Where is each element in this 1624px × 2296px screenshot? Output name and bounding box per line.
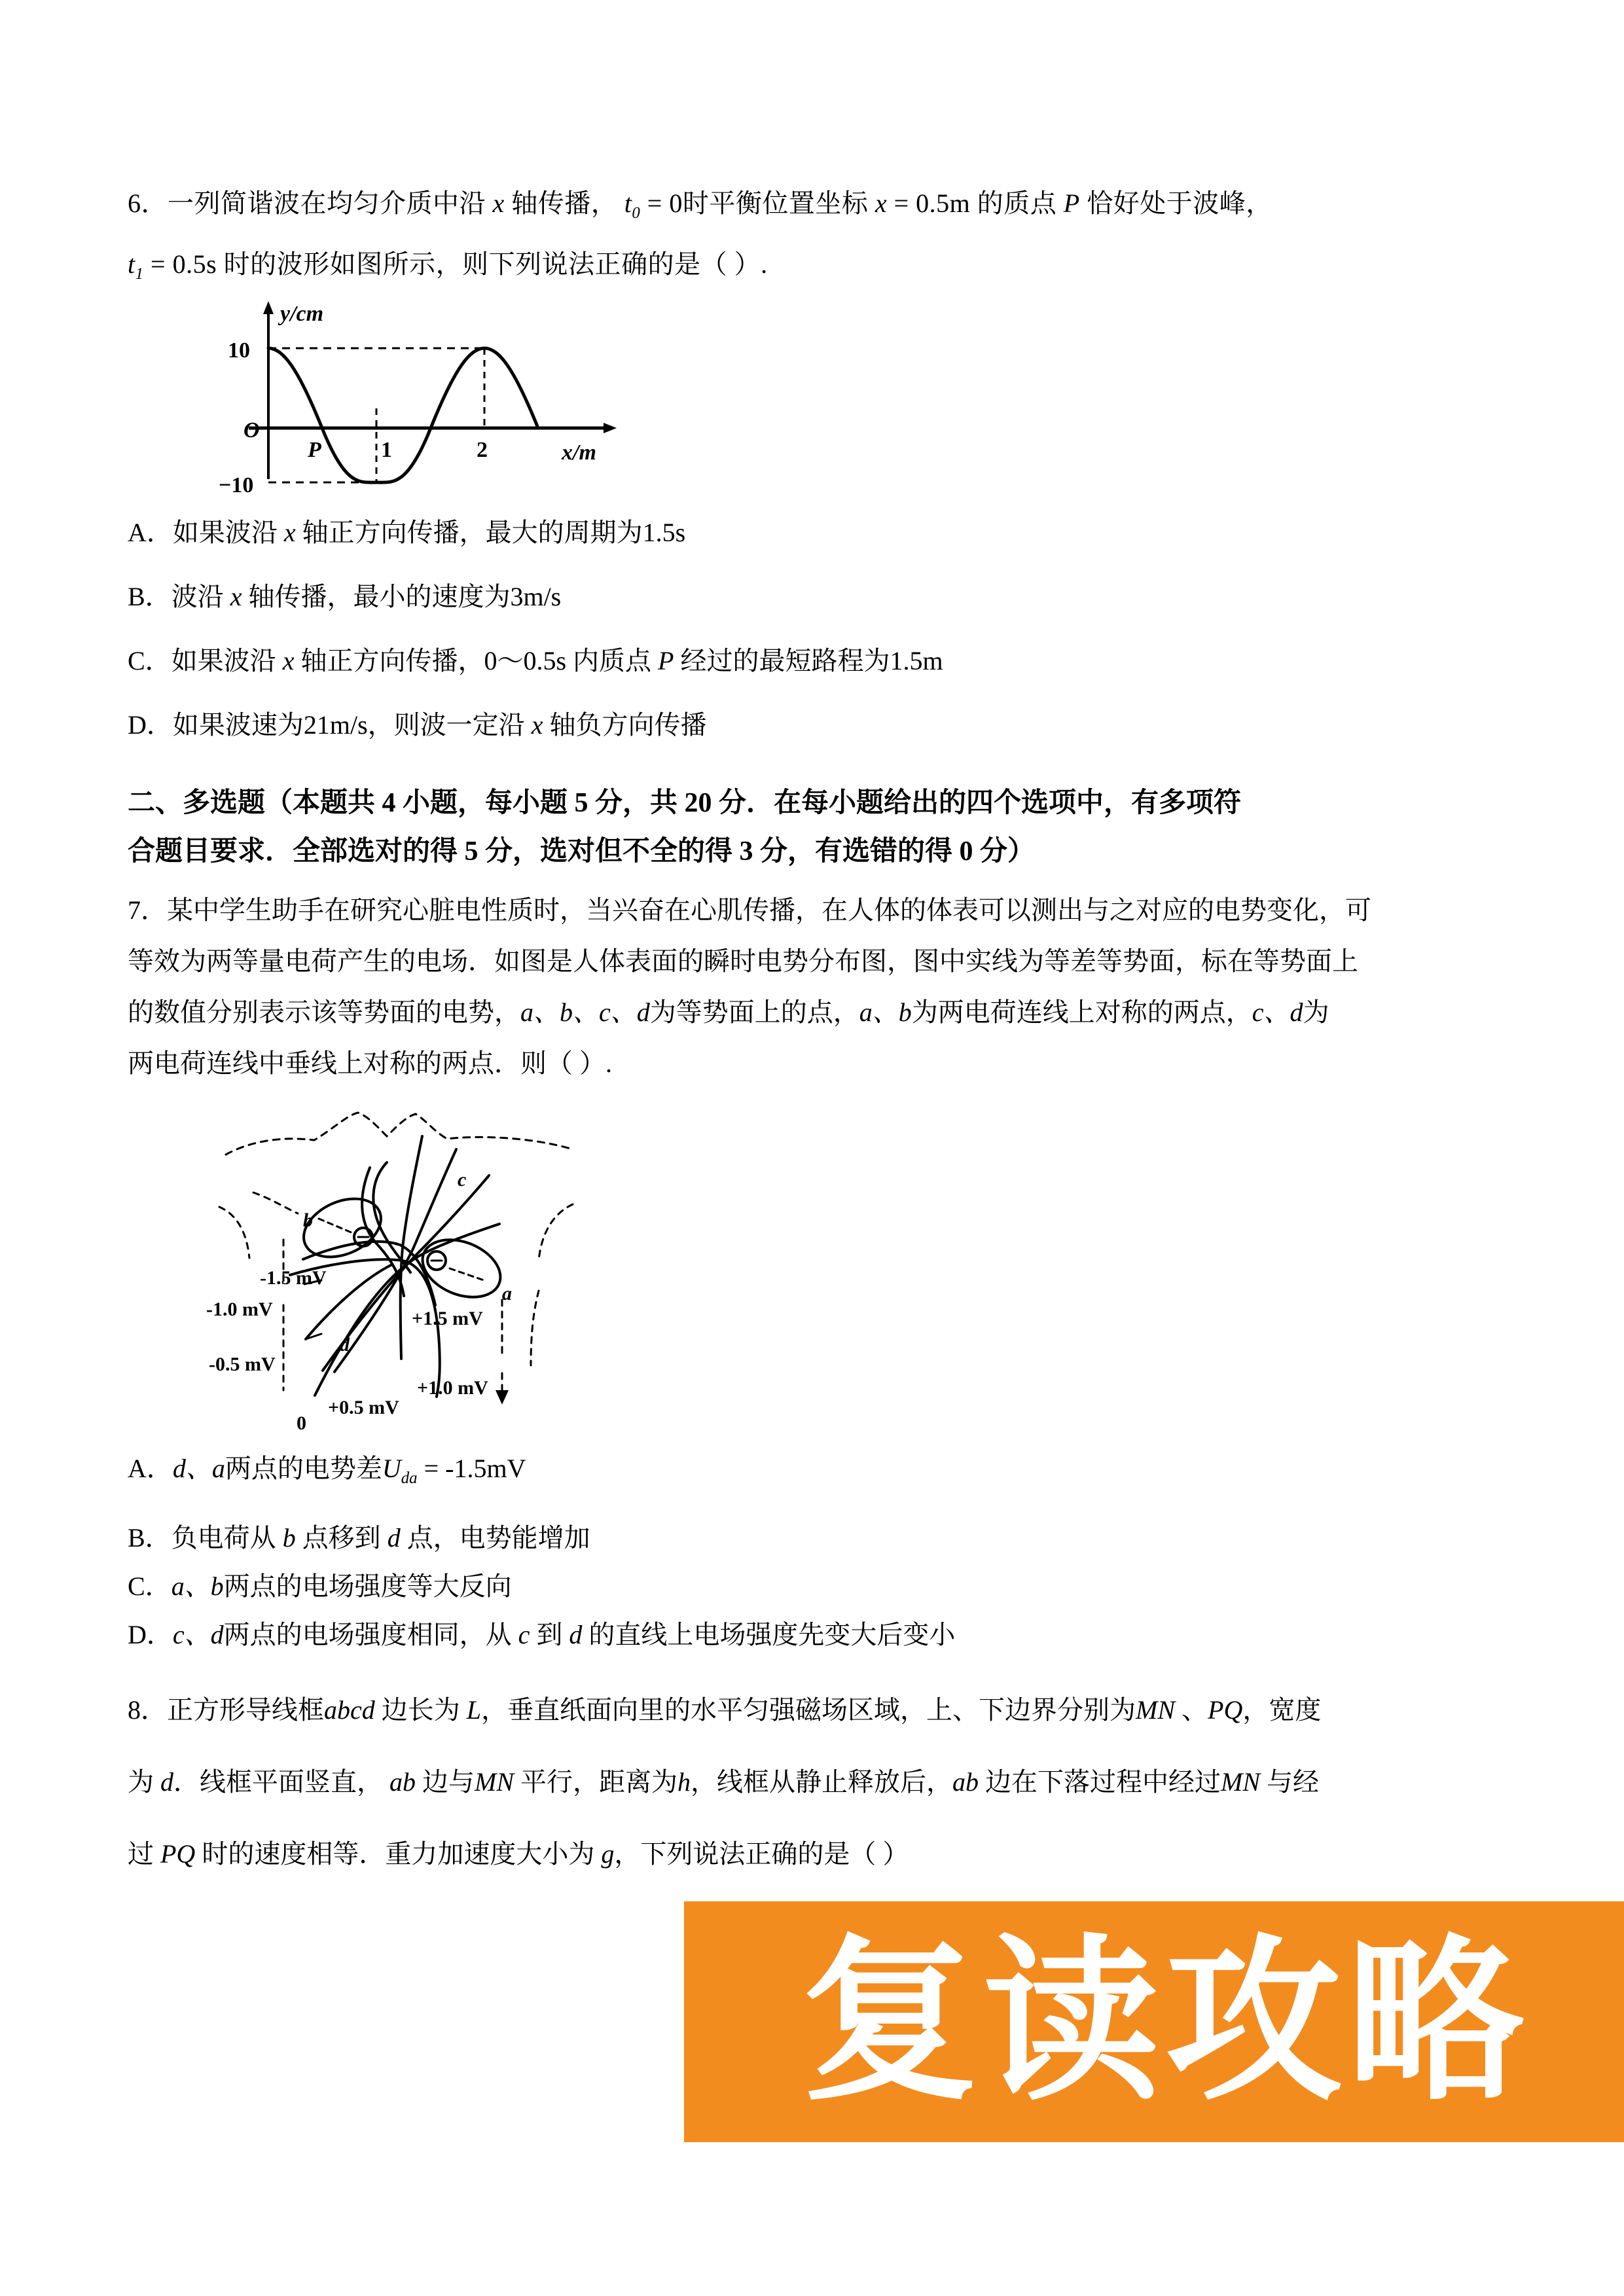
q8-l1-v4: PQ bbox=[1208, 1695, 1243, 1725]
torso-outline bbox=[226, 1113, 573, 1155]
potential-label-neg05: -0.5 mV bbox=[209, 1354, 276, 1376]
xtick-label-P: P bbox=[308, 438, 321, 463]
question-8-line-1 bbox=[128, 1674, 1528, 1746]
q7-opt-b-pre: 负电荷从 bbox=[171, 1522, 276, 1552]
potential-label-pos05: +0.5 mV bbox=[328, 1397, 399, 1419]
q8-l1-v3: MN bbox=[1136, 1695, 1176, 1725]
origin-label: O bbox=[244, 418, 260, 443]
q6-var-x2: x bbox=[875, 188, 888, 218]
q7-l3-vars2: a、b bbox=[859, 997, 912, 1028]
q6-opt-a-var: x bbox=[283, 518, 296, 548]
q6-opt-c-post: 经过的最短路程为1.5m bbox=[680, 646, 943, 676]
xtick-label-1: 1 bbox=[381, 438, 392, 463]
q7-opt-d-post: 的直线上电场强度先变大后变小 bbox=[588, 1619, 956, 1649]
q6-opt-b-pre: 波沿 bbox=[171, 582, 224, 612]
q6-eq-x: = 0.5m bbox=[887, 188, 971, 218]
q6-eq1: = 0.5s bbox=[143, 249, 217, 279]
equipotential-curve-1 bbox=[373, 1162, 410, 1272]
q7-opt-a-label: A． bbox=[128, 1454, 173, 1484]
q6-seg4: 的质点 bbox=[977, 188, 1057, 218]
q6-opt-a-label: A． bbox=[128, 518, 173, 548]
question-6-option-a bbox=[128, 520, 1528, 546]
question-6-option-c bbox=[128, 648, 1528, 674]
section-2-heading-line-2: 合题目要求．全部选对的得 5 分，选对但不全的得 3 分，有选错的得 0 分） bbox=[128, 836, 1036, 867]
x-axis-arrow bbox=[604, 423, 617, 433]
waveform-svg bbox=[203, 297, 635, 493]
point-label-b: b bbox=[303, 1210, 313, 1232]
q7-opt-d-mid2: 到 bbox=[536, 1619, 563, 1649]
q7-opt-d-label: D． bbox=[128, 1619, 173, 1649]
dashed-arc-right-2 bbox=[531, 1291, 539, 1365]
dashed-arc-left-1 bbox=[219, 1207, 249, 1258]
question-6-option-d bbox=[128, 712, 1528, 738]
q7-l3-pre: 的数值分别表示该等势面的电势， bbox=[128, 997, 520, 1028]
q8-l2-mid4: ，线框从静止释放后， bbox=[691, 1767, 952, 1797]
watermark-banner bbox=[684, 1901, 1624, 2142]
q8-l2-v3: MN bbox=[475, 1767, 514, 1797]
q7-opt-d-mid: 两点的电场强度相同，从 bbox=[223, 1619, 512, 1649]
q7-l3-vars1: a、b、c、d bbox=[520, 997, 650, 1028]
question-8-line-3 bbox=[128, 1818, 1528, 1890]
q8-l2-v5: ab bbox=[952, 1767, 979, 1797]
q7-opt-a-U-sub: da bbox=[401, 1469, 418, 1488]
q8-l2-mid5: 边在下落过程中经过 bbox=[985, 1767, 1221, 1797]
q6-opt-b-mid: 轴传播，最小的速度为3m/s bbox=[248, 582, 562, 612]
question-7-body-line-2: 等效为两等量电荷产生的电场．如图是人体表面的瞬时电势分布图，图中实线为等差等势面，标在等势面上 bbox=[128, 946, 1358, 977]
q8-l2-pre: 为 bbox=[128, 1767, 154, 1797]
q8-l1-end: ，宽度 bbox=[1242, 1695, 1322, 1725]
potential-label-zero: 0 bbox=[297, 1412, 306, 1435]
xtick-label-2: 2 bbox=[477, 438, 488, 463]
waveform-figure bbox=[203, 297, 635, 493]
q6-opt-b-var: x bbox=[230, 582, 242, 612]
q6-var-t0: t bbox=[624, 188, 632, 218]
q6-opt-d-label: D． bbox=[128, 710, 173, 740]
dashed-arc-right-1 bbox=[539, 1204, 573, 1261]
q8-l2-mid2: 边与 bbox=[422, 1767, 475, 1797]
q8-l2-v4: h bbox=[677, 1767, 691, 1797]
potential-label-pos10: +1.0 mV bbox=[417, 1377, 488, 1399]
equipotential-figure bbox=[206, 1109, 599, 1436]
q6-opt-c-pre: 如果波沿 bbox=[171, 646, 276, 676]
watermark-text: 复读攻略 bbox=[801, 1918, 1529, 2125]
potential-label-pos15: +1.5 mV bbox=[412, 1308, 483, 1330]
q6-seg2: 轴传播， bbox=[511, 188, 618, 218]
potential-label-neg10: -1.0 mV bbox=[206, 1299, 273, 1321]
section-2-heading-line-1: 二、多选题（本题共 4 小题，每小题 5 分，共 20 分．在每小题给出的四个选项中，有多项符 bbox=[128, 788, 1242, 819]
q6-opt-a-mid: 轴正方向传播，最大的周期为1.5s bbox=[302, 518, 686, 548]
potential-label-neg15: -1.5 mV bbox=[260, 1267, 327, 1289]
question-7-body-line-1: 7．某中学生助手在研究心脏电性质时，当兴奋在心肌传播，在人体的体表可以测出与之对应的电势变化，可 bbox=[128, 895, 1371, 925]
q7-opt-c-label: C． bbox=[128, 1571, 171, 1601]
leader-arrow-right bbox=[496, 1390, 509, 1405]
q7-opt-d-v3: d bbox=[569, 1619, 583, 1649]
q8-l2-v2: ab bbox=[389, 1767, 416, 1797]
y-axis-title: y/cm bbox=[280, 302, 324, 327]
q8-l2-mid3: 平行，距离为 bbox=[520, 1767, 677, 1797]
question-6-line-1 bbox=[128, 190, 1528, 222]
q7-opt-b-v2: d bbox=[387, 1522, 401, 1552]
charge-axis-right bbox=[450, 1268, 484, 1280]
question-8 bbox=[128, 1674, 1528, 1890]
question-7 bbox=[128, 885, 1528, 1648]
q8-l2-mid: ．线框平面竖直， bbox=[173, 1767, 383, 1797]
q7-opt-a-post: = -1.5mV bbox=[417, 1454, 526, 1484]
q6-opt-c-label: C． bbox=[128, 646, 171, 676]
charge-axis-left bbox=[319, 1219, 353, 1233]
question-7-option-b bbox=[128, 1522, 1528, 1552]
q7-opt-d-v2: c bbox=[518, 1619, 530, 1649]
q6-var-P: P bbox=[1063, 188, 1080, 218]
q6-opt-c-var: x bbox=[282, 646, 295, 676]
question-7-body-line-3 bbox=[128, 987, 1528, 1038]
q7-opt-d-v1: c、d bbox=[172, 1619, 224, 1649]
q7-opt-b-post: 点，电势能增加 bbox=[406, 1522, 590, 1552]
q6-seg1: 一列简谐波在均匀介质中沿 bbox=[168, 188, 486, 218]
q6-seg5: 恰好处于波峰， bbox=[1087, 188, 1272, 218]
q6-seg6: 时的波形如图所示，则下列说法正确的是（ ）. bbox=[223, 249, 768, 279]
q6-opt-c-mid: 轴正方向传播，0～0.5s 内质点 bbox=[300, 646, 652, 676]
question-7-option-d bbox=[128, 1619, 1528, 1649]
q8-l1-pre: 8．正方形导线框 bbox=[128, 1695, 324, 1725]
q8-l2-v1: d bbox=[160, 1767, 173, 1797]
question-6-option-b bbox=[128, 584, 1528, 610]
x-axis-title: x/m bbox=[562, 440, 596, 465]
point-label-d: d bbox=[340, 1334, 350, 1356]
q8-l2-end: 与经 bbox=[1267, 1767, 1319, 1797]
q8-l1-mid2: ，垂直纸面向里的水平匀强磁场区域，上、下边界分别为 bbox=[481, 1695, 1136, 1725]
question-7-option-c bbox=[128, 1573, 1528, 1600]
q6-var-x: x bbox=[492, 188, 505, 218]
q7-l3-mid2: 为两电荷连线上对称的两点， bbox=[911, 997, 1252, 1028]
equipotential-svg bbox=[206, 1109, 599, 1436]
question-6-line-2 bbox=[128, 251, 1528, 283]
q6-var-t1: t bbox=[128, 249, 135, 279]
q6-opt-c-var2: P bbox=[658, 646, 674, 676]
q7-opt-c-mid: 两点的电场强度等大反向 bbox=[223, 1571, 512, 1601]
q7-l3-mid: 为等势面上的点， bbox=[649, 997, 859, 1028]
waveform-curve bbox=[268, 348, 538, 482]
q6-opt-a-pre: 如果波沿 bbox=[172, 518, 278, 548]
question-8-line-2 bbox=[128, 1746, 1528, 1818]
q7-opt-b-v1: b bbox=[282, 1522, 296, 1552]
q8-l1-v2: L bbox=[466, 1695, 482, 1725]
q6-eq0: = 0 bbox=[640, 188, 683, 218]
y-axis-arrow bbox=[263, 301, 274, 314]
q7-opt-c-v1: a、b bbox=[171, 1571, 224, 1601]
q8-l2-v6: MN bbox=[1221, 1767, 1260, 1797]
q8-l3-v2: g bbox=[601, 1839, 615, 1869]
q8-l1-mid3: 、 bbox=[1182, 1695, 1208, 1725]
section-2-heading bbox=[128, 779, 1528, 876]
q6-opt-d-var: x bbox=[531, 710, 543, 740]
q6-opt-b-label: B． bbox=[128, 582, 171, 612]
q8-l3-end: ，下列说法正确的是（ ） bbox=[614, 1839, 909, 1869]
q7-opt-b-label: B． bbox=[128, 1522, 171, 1552]
q8-l1-mid: 边长为 bbox=[381, 1695, 460, 1725]
dashed-arc-left-2 bbox=[253, 1193, 298, 1213]
q6-t0-subscript: 0 bbox=[632, 204, 641, 222]
question-6-number: 6． bbox=[128, 188, 168, 218]
point-label-a: a bbox=[502, 1283, 512, 1305]
q6-t1-subscript: 1 bbox=[135, 265, 144, 283]
question-7-body-line-4: 两电荷连线中垂线上对称的两点．则（ ）. bbox=[128, 1049, 612, 1079]
q8-l3-v1: PQ bbox=[160, 1839, 196, 1869]
q7-l3-vars3: c、d bbox=[1252, 997, 1303, 1028]
q7-opt-a-U: U bbox=[382, 1454, 401, 1484]
q7-l3-end: 为 bbox=[1303, 997, 1329, 1028]
q7-opt-a-mid: 两点的电势差 bbox=[225, 1454, 382, 1484]
q8-l3-pre: 过 bbox=[128, 1839, 154, 1869]
q6-opt-d-pre: 如果波速为21m/s，则波一定沿 bbox=[172, 710, 525, 740]
ytick-label-minus10: −10 bbox=[219, 473, 254, 494]
q8-l1-v1: abcd bbox=[324, 1695, 375, 1725]
q7-opt-b-mid: 点移到 bbox=[302, 1522, 381, 1552]
page-content bbox=[128, 190, 1528, 1890]
q6-seg3: 时平衡位置坐标 bbox=[682, 188, 869, 218]
q7-opt-a-v1: d、a bbox=[172, 1454, 225, 1484]
q6-opt-d-mid: 轴负方向传播 bbox=[549, 710, 707, 740]
question-6 bbox=[128, 190, 1528, 738]
point-label-c: c bbox=[458, 1169, 467, 1191]
q8-l3-mid: 时的速度相等．重力加速度大小为 bbox=[202, 1839, 595, 1869]
ytick-label-10: 10 bbox=[228, 338, 250, 363]
question-7-option-a bbox=[128, 1456, 1528, 1487]
